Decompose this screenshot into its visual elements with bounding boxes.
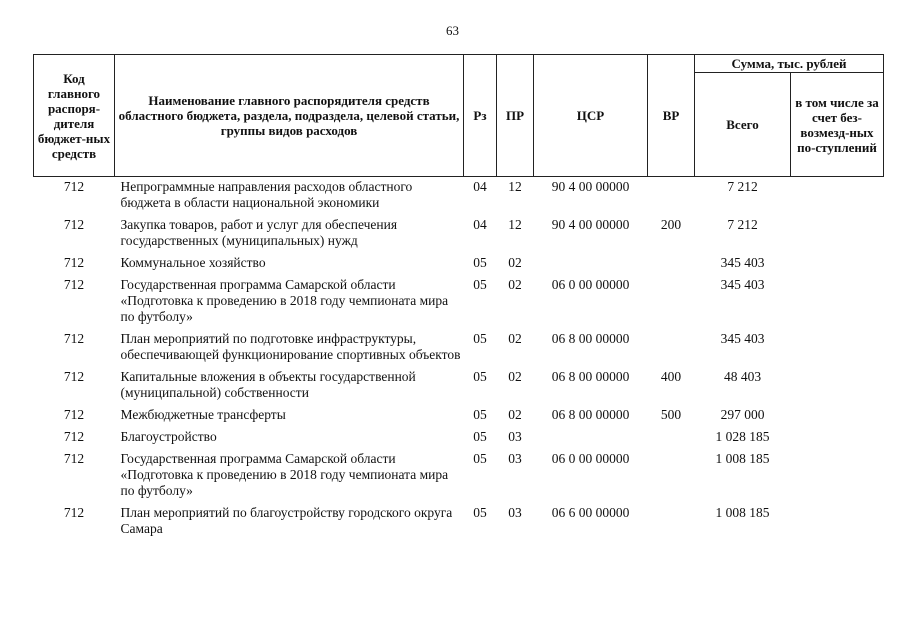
row-free [791,215,884,253]
row-code: 712 [63,331,85,346]
row-vr [648,177,695,216]
row-code: 712 [63,505,85,520]
row-code: 712 [63,179,85,194]
row-total: 48 403 [723,369,762,384]
row-rz: 05 [473,369,487,384]
row-name: Закупка товаров, работ и услуг для обеспечения государственных (муниципальных) нужд [120,217,398,248]
row-pr: 02 [508,407,522,422]
row-rz: 04 [473,217,487,232]
row-free [791,405,884,427]
row-name: Непрограммные направления расходов областного бюджета в области национальной экономики [120,179,413,210]
row-pr: 02 [508,369,522,384]
table-row [34,275,884,329]
header-pr: ПР [497,55,534,177]
table-row [34,503,884,541]
page-number: 63 [446,23,459,38]
header-rz: Рз [464,55,497,177]
budget-table [33,54,884,541]
row-vr: 200 [660,217,682,232]
table-row [34,329,884,367]
row-csr: 06 8 00 00000 [551,407,630,422]
row-vr: 500 [660,407,682,422]
row-total: 1 028 185 [715,429,770,444]
row-code: 712 [63,255,85,270]
row-total: 345 403 [720,277,765,292]
row-name: План мероприятий по подготовке инфраструктуры, обеспечивающей функционирование спортивных объектов [120,331,461,362]
row-pr: 12 [508,217,522,232]
table-row [34,405,884,427]
row-pr: 03 [508,451,522,466]
row-code: 712 [63,429,85,444]
row-total: 7 212 [727,179,758,194]
row-free [791,275,884,329]
row-code: 712 [63,407,85,422]
row-vr: 400 [660,369,682,384]
row-name: Благоустройство [120,429,217,444]
row-free [791,449,884,503]
row-rz: 05 [473,277,487,292]
row-rz: 05 [473,255,487,270]
table-row [34,253,884,275]
row-total: 297 000 [720,407,765,422]
row-pr: 12 [508,179,522,194]
table-row [34,215,884,253]
row-csr [534,253,648,275]
row-name: Коммунальное хозяйство [120,255,266,270]
row-csr: 06 8 00 00000 [551,331,630,346]
row-csr: 06 0 00 00000 [551,277,630,292]
row-name: Капитальные вложения в объекты государственной (муниципальной) собственности [120,369,416,400]
header-sum-group: Сумма, тыс. рублей [695,55,884,73]
row-csr: 06 0 00 00000 [551,451,630,466]
row-csr: 90 4 00 00000 [551,217,630,232]
row-pr: 03 [508,505,522,520]
row-code: 712 [63,451,85,466]
table-row [34,177,884,216]
row-free [791,177,884,216]
header-name: Наименование главного распорядителя средств областного бюджета, раздела, подраздела, целевой статьи, группы видов расходов [115,55,464,177]
row-rz: 05 [473,505,487,520]
row-csr: 90 4 00 00000 [551,179,630,194]
row-name: Межбюджетные трансферты [120,407,286,422]
row-name: Государственная программа Самарской области «Подготовка к проведению в 2018 году чемпионата мира по футболу» [120,451,449,498]
row-rz: 05 [473,429,487,444]
table-row [34,367,884,405]
row-rz: 05 [473,451,487,466]
row-free [791,367,884,405]
row-code: 712 [63,217,85,232]
table-row [34,427,884,449]
row-total: 7 212 [727,217,758,232]
row-total: 345 403 [720,255,765,270]
row-name: План мероприятий по благоустройству городского округа Самара [120,505,453,536]
row-csr: 06 8 00 00000 [551,369,630,384]
header-csr: ЦСР [534,55,648,177]
row-pr: 02 [508,277,522,292]
row-rz: 05 [473,407,487,422]
row-rz: 05 [473,331,487,346]
row-pr: 03 [508,429,522,444]
row-name: Государственная программа Самарской области «Подготовка к проведению в 2018 году чемпионата мира по футболу» [120,277,449,324]
table-body [34,177,884,542]
row-vr [648,449,695,503]
header-code: Код главного распоря-дителя бюджет-ных средств [34,55,115,177]
row-vr [648,329,695,367]
row-vr [648,503,695,541]
row-code: 712 [63,369,85,384]
table-row [34,449,884,503]
row-pr: 02 [508,255,522,270]
header-total: Всего [695,73,791,177]
row-total: 1 008 185 [715,505,770,520]
row-total: 345 403 [720,331,765,346]
row-csr: 06 6 00 00000 [551,505,630,520]
row-rz: 04 [473,179,487,194]
row-free [791,503,884,541]
row-vr [648,275,695,329]
row-code: 712 [63,277,85,292]
row-free [791,427,884,449]
row-vr [648,253,695,275]
row-vr [648,427,695,449]
row-pr: 02 [508,331,522,346]
header-vr: ВР [648,55,695,177]
row-csr [534,427,648,449]
row-free [791,253,884,275]
row-total: 1 008 185 [715,451,770,466]
row-free [791,329,884,367]
header-free-receipts: в том числе за счет без-возмезд-ных по-ступлений [791,73,884,177]
table-header [34,55,884,177]
